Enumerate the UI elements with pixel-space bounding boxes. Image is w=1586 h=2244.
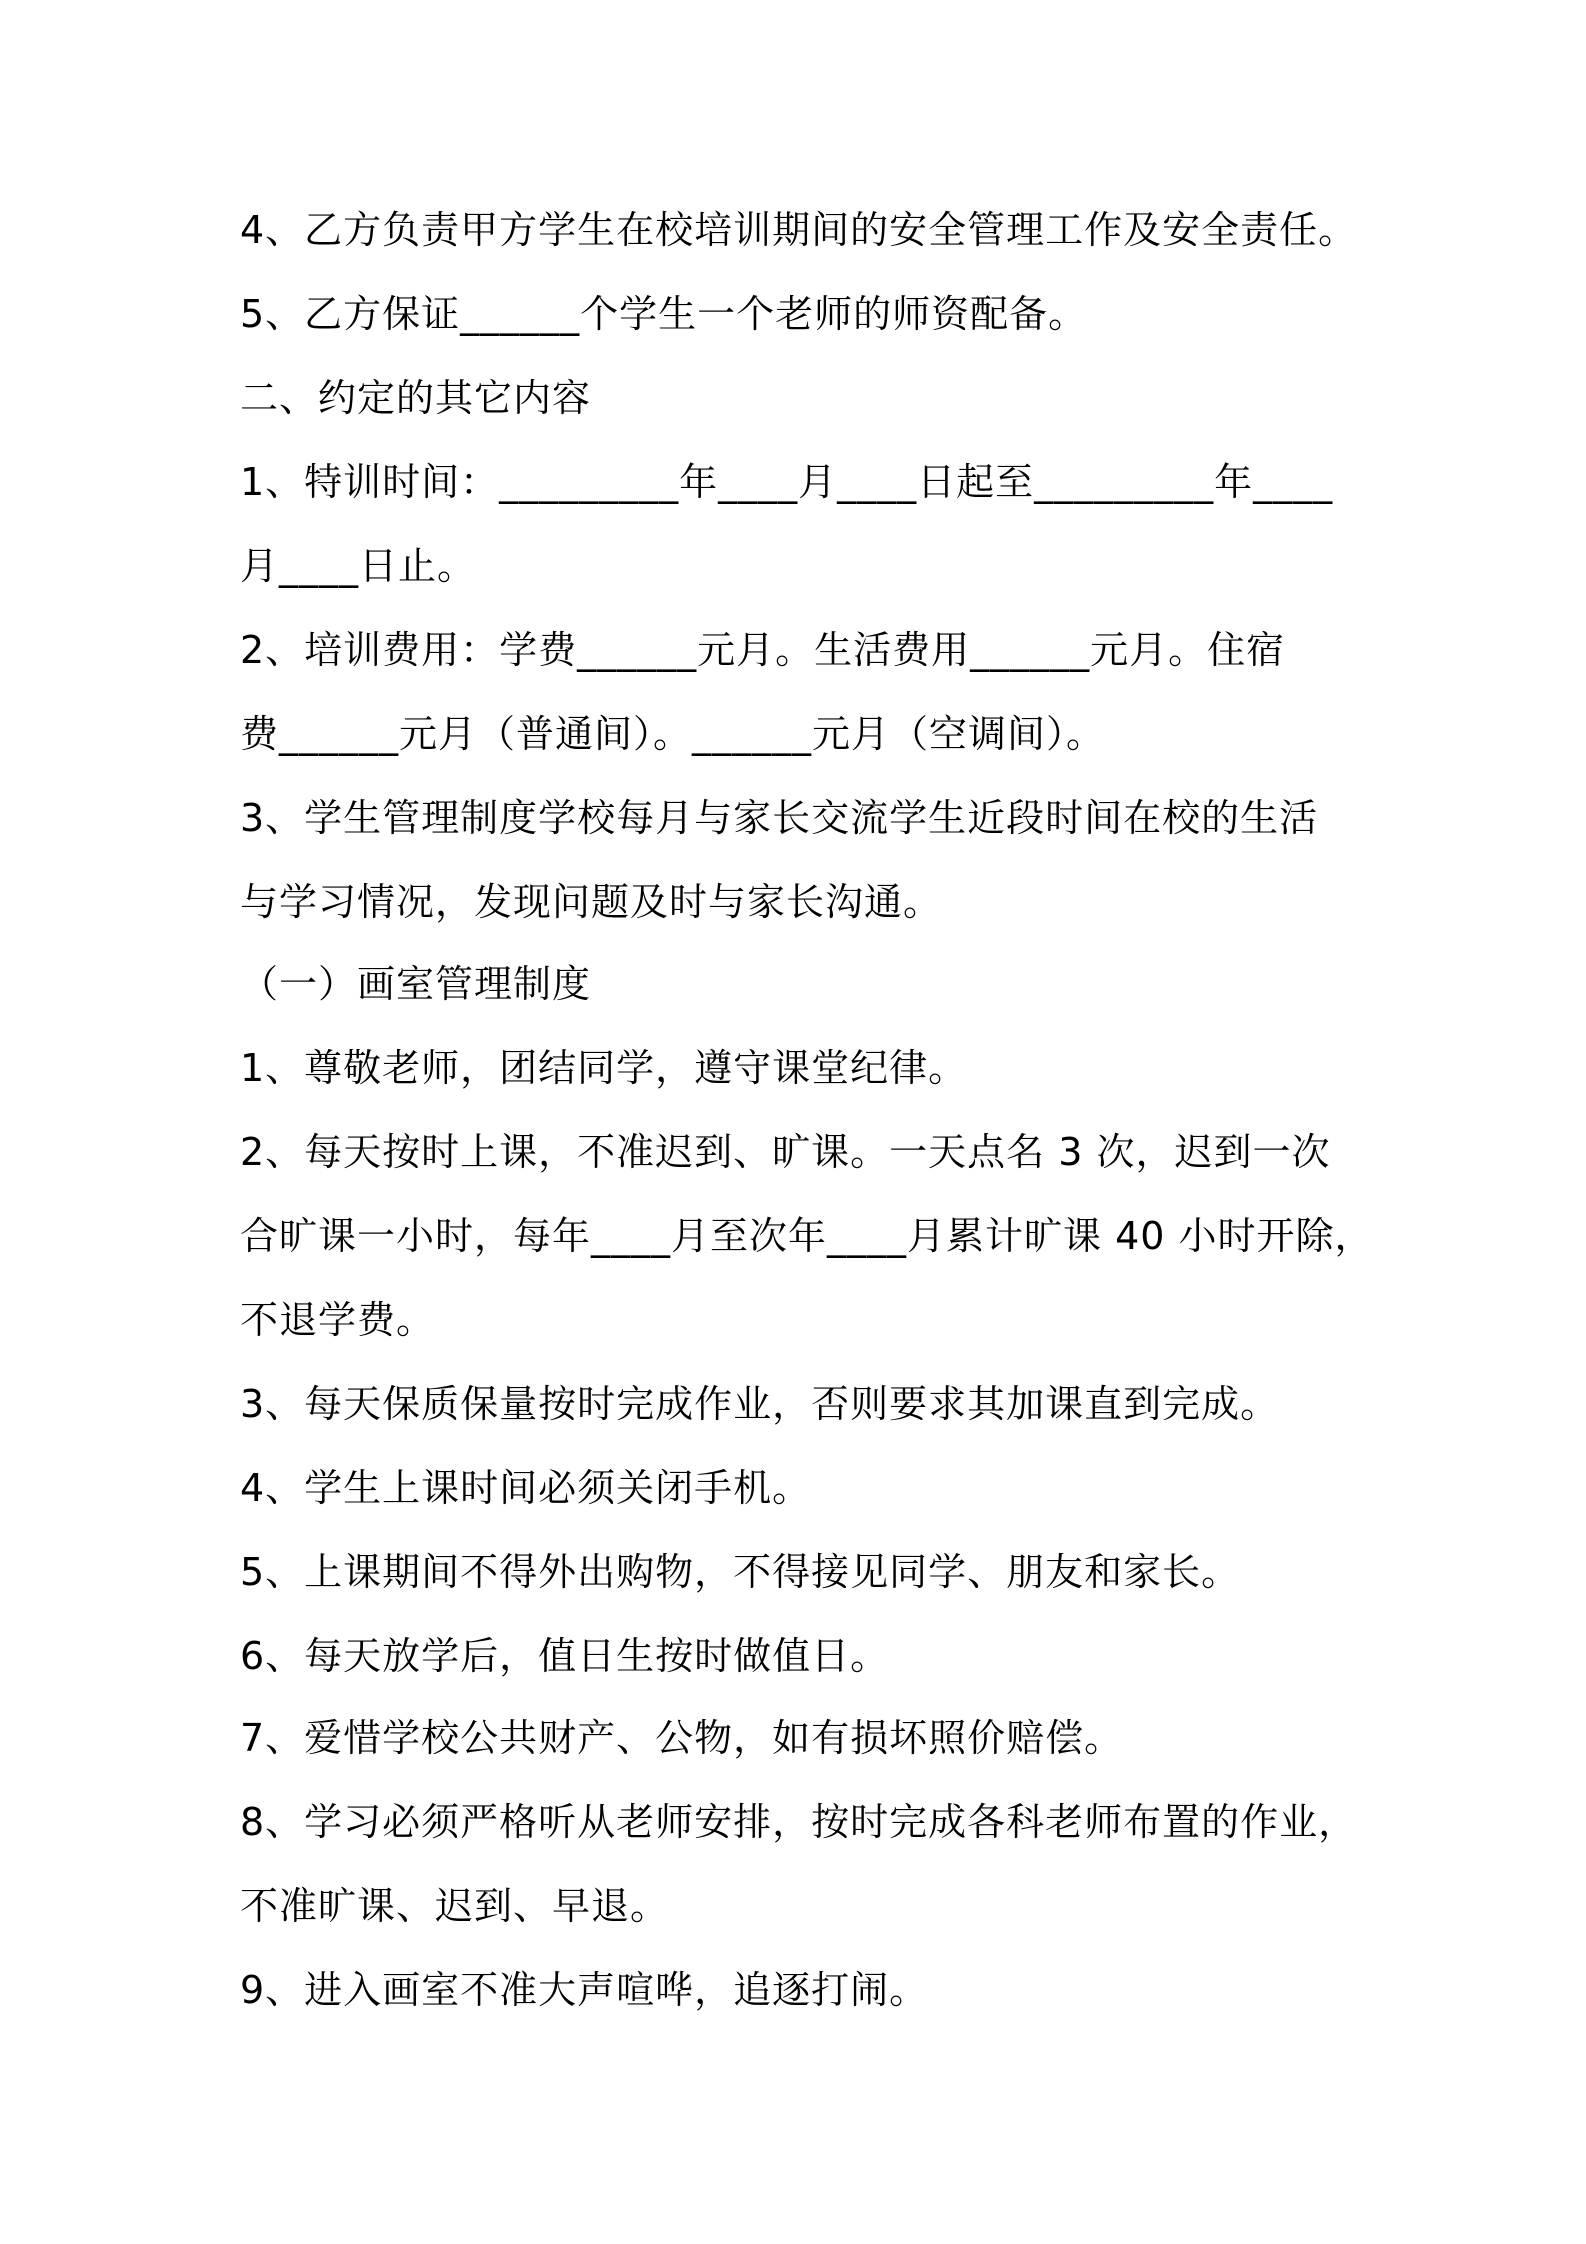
clause-3-management: 3、学生管理制度学校每月与家长交流学生近段时间在校的生活 [240,796,1319,840]
clause-4-safety: 4、乙方负责甲方学生在校培训期间的安全管理工作及安全责任。 [240,208,1358,252]
rule-2-cont: 合旷课一小时，每年____月至次年____月累计旷课 40 小时开除， [240,1214,1374,1258]
rule-7: 7、爱惜学校公共财产、公物，如有损坏照价赔偿。 [240,1716,1124,1760]
clause-1-training-time-cont: 月____日止。 [240,544,477,588]
rule-8: 8、学习必须严格听从老师安排，按时完成各科老师布置的作业， [240,1800,1358,1844]
rule-3: 3、每天保质保量按时完成作业，否则要求其加课直到完成。 [240,1382,1280,1426]
subsection-heading-studio-rules: （一）画室管理制度 [240,962,592,1006]
rule-6: 6、每天放学后，值日生按时做值日。 [240,1634,890,1678]
rule-2: 2、每天按时上课，不准迟到、旷课。一天点名 3 次，迟到一次 [240,1130,1331,1174]
rule-5: 5、上课期间不得外出购物，不得接见同学、朋友和家长。 [240,1550,1241,1594]
clause-5-teacher-ratio: 5、乙方保证______个学生一个老师的师资配备。 [240,292,1088,336]
rule-2-cont-2: 不退学费。 [240,1298,436,1342]
clause-1-training-time: 1、特训时间：_________年____月____日起至_________年____ [240,460,1334,504]
clause-3-management-cont: 与学习情况，发现问题及时与家长沟通。 [240,880,943,924]
rule-1: 1、尊敬老师，团结同学，遵守课堂纪律。 [240,1046,968,1090]
rule-4: 4、学生上课时间必须关闭手机。 [240,1466,812,1510]
section-heading-other-content: 二、约定的其它内容 [240,376,592,420]
rule-8-cont: 不准旷课、迟到、早退。 [240,1884,670,1928]
rule-9: 9、进入画室不准大声喧哗，追逐打闹。 [240,1968,929,2012]
clause-2-fees: 2、培训费用：学费______元月。生活费用______元月。住宿 [240,628,1286,672]
clause-2-fees-cont: 费______元月（普通间）。______元月（空调间）。 [240,712,1106,756]
